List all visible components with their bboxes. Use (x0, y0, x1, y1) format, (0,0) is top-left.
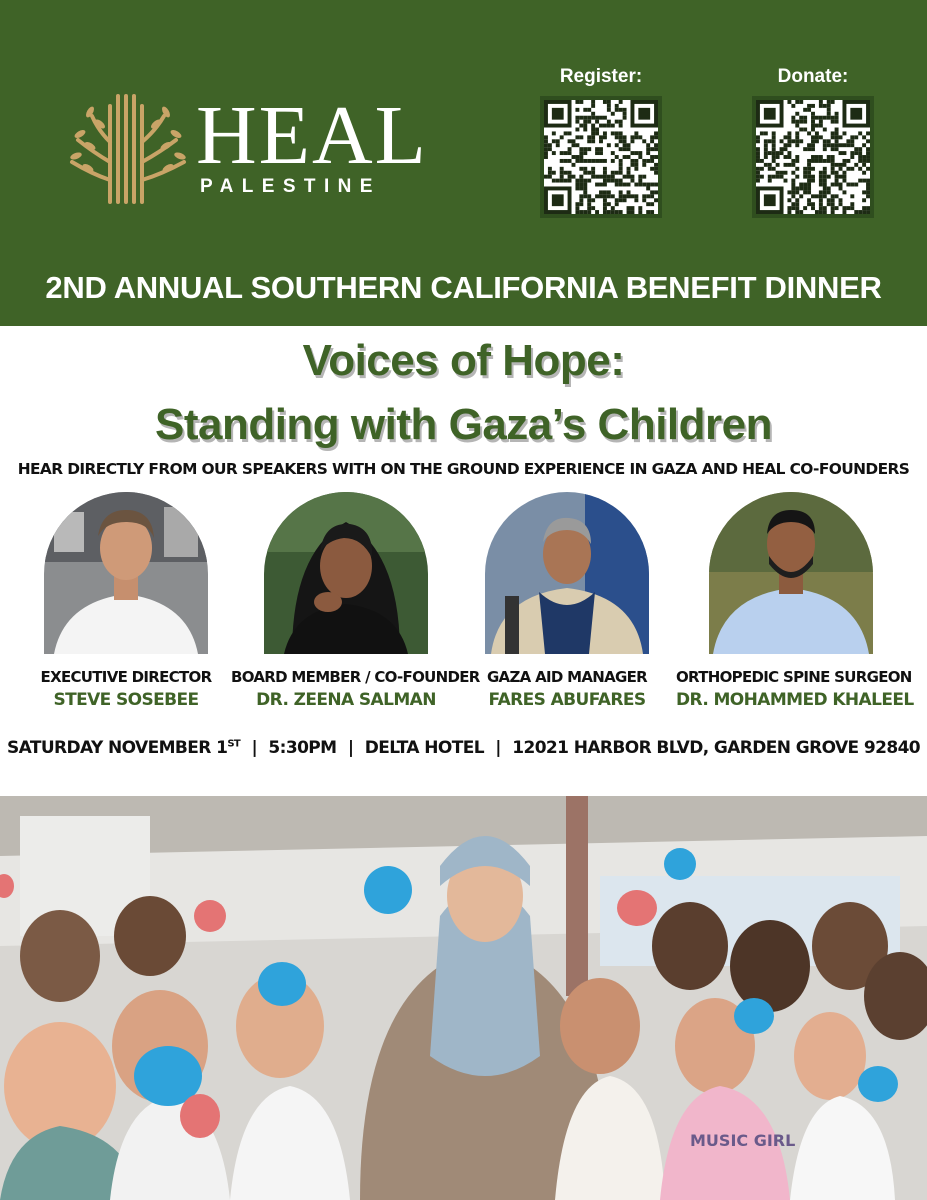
speaker-card (11, 492, 241, 710)
speaker-role: ORTHOPEDIC SPINE SURGEON (676, 668, 912, 686)
speaker-photo (485, 492, 649, 654)
speaker-name: STEVE SOSEBEE (53, 690, 199, 710)
speaker-photo (44, 492, 208, 654)
portrait-image (709, 492, 873, 654)
speaker-role: GAZA AID MANAGER (486, 668, 648, 686)
speaker-card (452, 492, 682, 710)
shirt-text: MUSIC GIRL (690, 1131, 796, 1150)
event-date: SATURDAY NOVEMBER 1 (6, 738, 228, 758)
speaker-photo (264, 492, 428, 654)
separator: | (495, 738, 501, 758)
donate-label: Donate: (777, 66, 849, 87)
portrait-image (485, 492, 649, 654)
subheading: HEAR DIRECTLY FROM OUR SPEAKERS WITH ON THE GROUND EXPERIENCE IN GAZA AND HEAL CO-FOUNDERS (17, 460, 910, 478)
event-title: 2ND ANNUAL SOUTHERN CALIFORNIA BENEFIT DINNER (45, 270, 882, 305)
separator: | (251, 738, 258, 758)
speaker-role: EXECUTIVE DIRECTOR (40, 668, 212, 686)
header-banner (0, 0, 927, 326)
logo-palestine-text: PALESTINE (200, 176, 381, 197)
portrait-image (44, 492, 208, 654)
date-suffix: ST (227, 738, 241, 750)
register-qr-code[interactable] (540, 96, 662, 218)
speaker-name: DR. ZEENA SALMAN (256, 690, 436, 710)
event-details (0, 738, 927, 758)
speaker-role: BOARD MEMBER / CO-FOUNDER (231, 668, 480, 686)
headline-line-2: Standing with Gaza’s Children (154, 400, 773, 449)
logo-heal-text: HEAL (196, 89, 428, 182)
speaker-photo (709, 492, 873, 654)
gaza-children-image (0, 796, 927, 1200)
portrait-image (264, 492, 428, 654)
event-venue: DELTA HOTEL (364, 738, 484, 758)
speaker-name: DR. MOHAMMED KHALEEL (676, 690, 914, 710)
olive-tree-icon (68, 92, 190, 204)
children-photo (0, 796, 927, 1200)
separator: | (347, 738, 354, 758)
event-time: 5:30PM (268, 738, 337, 758)
speaker-card (676, 492, 914, 710)
heal-palestine-logo (68, 89, 428, 207)
donate-qr-block[interactable] (748, 66, 878, 218)
donate-qr-code[interactable] (752, 96, 874, 218)
event-address: 12021 HARBOR BLVD, GARDEN GROVE 92840 (512, 738, 921, 758)
qr-code-icon (544, 100, 658, 214)
register-label: Register: (559, 66, 643, 87)
speaker-card (231, 492, 480, 710)
register-qr-block[interactable] (536, 66, 666, 218)
headline-line-1: Voices of Hope: (302, 336, 625, 385)
speaker-name: FARES ABUFARES (488, 690, 646, 710)
qr-code-icon (756, 100, 870, 214)
